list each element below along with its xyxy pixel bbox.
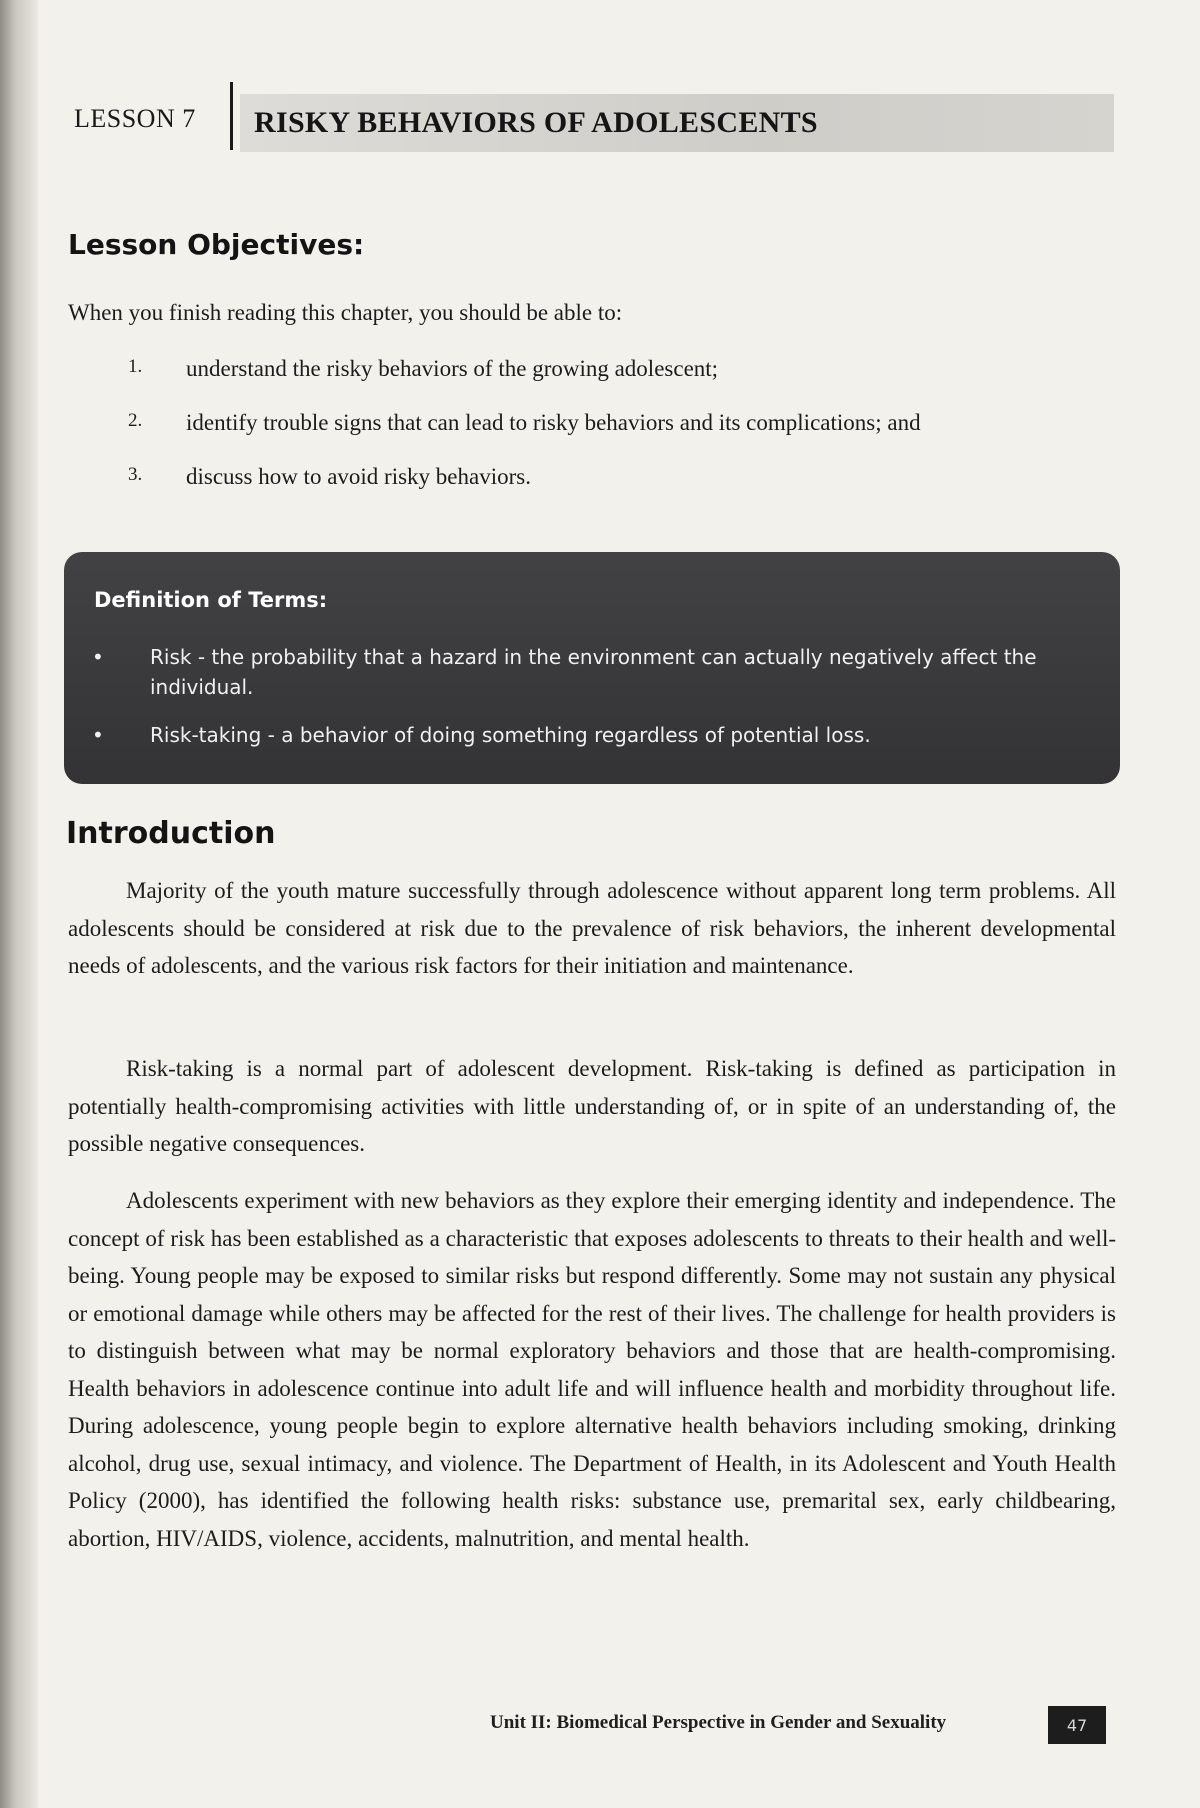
objective-item (68, 410, 1128, 464)
objective-item (68, 464, 1128, 518)
introduction-heading: Introduction (66, 816, 276, 851)
objectives-list (68, 356, 1128, 518)
bullet-icon: • (92, 645, 104, 669)
objectives-intro: When you finish reading this chapter, you should be able to: (68, 300, 623, 325)
intro-paragraph-1: Majority of the youth mature successfully through adolescence without apparent long term problems. All adolescents should be considered at risk due to the prevalence of risk behaviors, the inherent developmental needs of adolescents, and the various risk factors for their initiation and maintenance. (68, 878, 1116, 978)
definition-of-terms-box (64, 552, 1120, 784)
objective-number: 2. (128, 410, 143, 431)
objective-text: discuss how to avoid risky behaviors. (186, 464, 531, 489)
footer-unit-label: Unit II: Biomedical Perspective in Gender and Sexuality (490, 1712, 947, 1733)
lesson-divider (230, 82, 233, 150)
objective-number: 3. (128, 464, 143, 485)
objective-item (68, 356, 1128, 410)
objectives-heading: Lesson Objectives: (68, 228, 365, 261)
intro-paragraph-2: Risk-taking is a normal part of adolescent development. Risk-taking is defined as participation in potentially health-compromising activities with little understanding of, or in spite of an understanding of, the possible negative consequences. (68, 1056, 1116, 1156)
lesson-title: RISKY BEHAVIORS OF ADOLESCENTS (254, 106, 818, 139)
objective-text: identify trouble signs that can lead to risky behaviors and its complications; and (186, 410, 921, 435)
objective-text: understand the risky behaviors of the growing adolescent; (186, 356, 719, 381)
objective-number: 1. (128, 356, 143, 377)
lesson-number: LESSON 7 (74, 104, 196, 133)
lesson-header (74, 82, 1124, 168)
term-text: Risk - the probability that a hazard in the environment can actually negatively affect the individual. (150, 645, 1037, 699)
bullet-icon: • (92, 723, 104, 747)
page-number: 47 (1048, 1706, 1106, 1744)
terms-heading: Definition of Terms: (94, 588, 328, 612)
page-footer (0, 1706, 1200, 1746)
term-text: Risk-taking - a behavior of doing something regardless of potential loss. (150, 723, 871, 747)
intro-paragraph-3: Adolescents experiment with new behaviors as they explore their emerging identity and independence. The concept of risk has been established as a characteristic that exposes adolescents to threats to their health and well-being. Young people may be exposed to similar risks but respond differently. Some may not sustain any physical or emotional damage while others may be affected for the rest of their lives. The challenge for health providers is to distinguish between what may be normal exploratory behaviors and those that are health-compromising. Health behaviors in adolescence continue into adult life and will influence health and morbidity throughout life. During adolescence, young people begin to explore alternative health behaviors including smoking, drinking alcohol, drug use, sexual intimacy, and violence. The Department of Health, in its Adolescent and Youth Health Policy (2000), has identified the following health risks: substance use, premarital sex, early childbearing, abortion, HIV/AIDS, violence, accidents, malnutrition, and mental health. (68, 1188, 1116, 1551)
lesson-title-band (240, 94, 1114, 152)
